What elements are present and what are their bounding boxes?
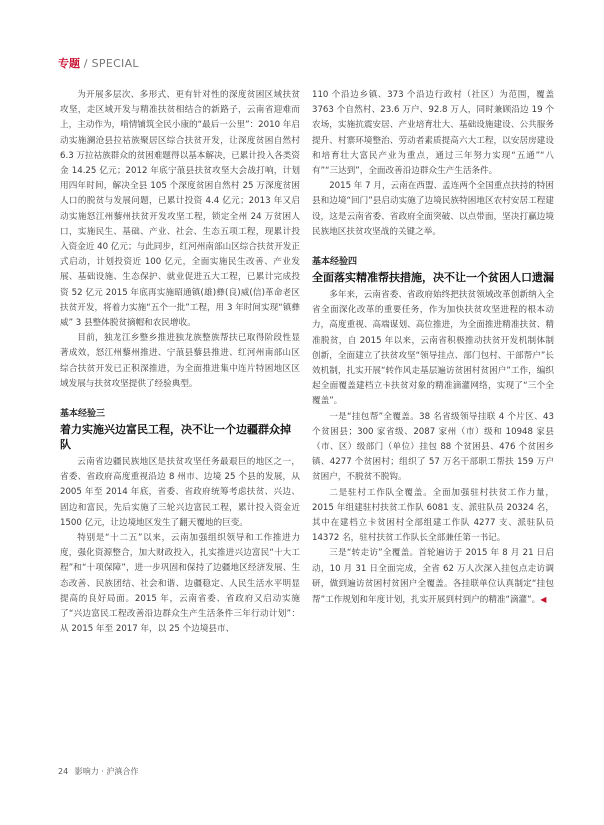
end-mark-icon: ◀	[540, 595, 547, 605]
paragraph: 2015 年 7 月，云南在西盟、孟连两个全国重点扶持的特困县和边境“回门”县启动实施了边境民族特困地区农村安居工程建设，这是云南省委、省政府全面突破、以点带面，坚决打赢边境民族地区扶贫攻坚战的关键之举。	[312, 181, 554, 237]
paragraph: 目前，独龙江乡整乡推进独龙族整族帮扶已取得阶段性显著成效，怒江州藜州推进、宁蒗县藜县推进、红河州南部山区综合扶贫开发已正积深推进，为全面推进集中连片特困地区区域发展与扶贫攻坚提供了经验典型。	[60, 333, 300, 389]
paragraph	[312, 546, 554, 608]
footer-text: 影响力 · 沪滇合作	[74, 767, 139, 776]
section-title: 着力实施兴边富民工程，决不让一个边疆群众掉队	[60, 423, 291, 452]
section-tag: 基本经验三	[60, 409, 106, 420]
paragraph: 多年来，云南省委、省政府始终把扶贫领域改革创新纳入全省全面深化改革的重要任务，作为加快扶贫攻坚进程的根本动力，高度重视、高端谋划、高位推进，为全面推进精准扶贫、精准脱贫，自 2015 年以来，云南省积极推动扶贫开发机制体制创新，全面建立了扶贫攻坚“领导挂点、部门包村、干部帮户”长效机制，扎实开展“转作风走基层遍访贫困村贫困户”工作，编织起全面覆盖建档立卡扶贫对象的精准滴灌网络，实现了“三个全覆盖”。	[312, 290, 554, 407]
paragraph: 一是“挂包帮”全覆盖。38 名省级领导挂联 4 个片区、43 个贫困县；300 家省级、2087 家州（市）级和 10948 家县（市、区）级部门（单位）挂包 88 个贫困县、476 个贫困乡镇、4277 个贫困村；组织了 57 万名干部职工帮扶 159 万户贫困户，不脱贫不脱钩。	[312, 411, 554, 483]
paragraph: 云南省边疆民族地区是扶贫攻坚任务最艰巨的地区之一，省委、省政府高度重视沿边 8 州市、边境 25 个县的发展，从 2005 年至 2014 年底，省委、省政府统筹考虑扶贫、兴边、固边和富民，先后实施了三轮兴边富民工程，累计投入资金近 1500 亿元，让边境地区发生了翻天覆地的巨变。	[60, 457, 300, 528]
section-separator: /	[80, 57, 92, 70]
paragraph: 110 个沿边乡镇、373 个沿边行政村（社区）为范围，覆盖 3763 个自然村、23.6 万户、92.8 万人，同时兼顾沿边 19 个农场，实施抗震安居、产业培育壮大、基础设施建设、公共服务提升、村寨环境整治、劳动者素质提高六大工程，以安居房建设和培育壮大富民产业为重点，通过三年努力实现“五通”“八有”“三达到”，全面改善沿边群众生产生活条件。	[312, 90, 554, 177]
paragraph: 为开展多层次、多形式、更有针对性的深度贫困区域扶贫攻坚，走区域开发与精准扶贫相结合的新路子，云南省迎难而上，主动作为，啃情铺筑全民小康的“最后一公里”：2010 年启动实施澜沧县拉祜族聚居区综合扶贫开发，让深度贫困自然村 6.3 万拉祜族群众的贫困难题得以基本解决，已累计投入各类资金 14.25 亿元；2012 年底宁蒗县扶贫攻坚大会战打响，计划用四年时间，解决全县 105 个深度贫困自然村 25 万深度贫困人口的脱贫与发展问题，已累计投资 4.4 亿元；2013 年又启动实施怒江州藜州扶贫开发攻坚工程，锁定全州 24 万贫困人口，实施民生、基础、产业、社会、生态五项工程，现累计投入资金近 40 亿元；与此同步，红河州南部山区综合扶贫开发正式启动，计划投资近 100 亿元，全面实施民生改善、产业发展、基础设施、生态保护、就业促进五大工程，已累计完成投资 52 亿元 2015 年底再实施昭通镇(雄)彝(良)威(信)革命老区扶贫开发，将着力实施“五个一批”工程，用 3 年时间实现“镇彝威” 3 县整体脱贫摘帽和农民增收。	[60, 90, 300, 329]
section-label-en: SPECIAL	[91, 57, 139, 70]
right-column	[312, 88, 554, 608]
paragraph: 二是驻村工作队全覆盖。全面加强驻村扶贫工作力量，2015 年组建驻村扶贫工作队 6081 支、派驻队员 20324 名，其中在建档立卡贫困村全部组建工作队 4277 支、派驻队员 14372 名，驻村扶贫工作队长全部兼任第一书记。	[312, 487, 554, 544]
section-header	[58, 55, 139, 71]
section-label-cn: 专题	[58, 57, 80, 70]
paragraph-text: 三是“转走访”全覆盖。首轮遍访于 2015 年 8 月 21 日启动，10 月 31 日全面完成，全省 62 万人次深入挂包点走访调研，做到遍访贫困村贫困户全覆盖。各挂联单位认真制定“挂包帮”工作规划和年度计划，扎实开展到村到户的精准“滴灌”。	[312, 548, 554, 606]
left-column	[60, 88, 300, 638]
page-number: 24	[58, 767, 69, 776]
page-footer	[58, 766, 138, 777]
section-tag: 基本经验四	[312, 257, 358, 268]
section-title: 全面落实精准帮扶措施，决不让一个贫困人口遗漏	[312, 271, 554, 285]
paragraph: 特别是“十二五”以来，云南加强组织领导和工作推进力度，强化资源整合，加大财政投入，扎实推进兴边富民“十大工程”和“十项保障”，进一步巩固和保持了边疆地区经济发展、生态改善、民族团结、社会和谐、边疆稳定、人民生活水平明显提高的良好局面。2015 年，云南省委、省政府又启动实施了“兴边富民工程改善沿边群众生产生活条件三年行动计划”：从 2015 年至 2017 年，以 25 个边境县市、	[60, 533, 300, 635]
